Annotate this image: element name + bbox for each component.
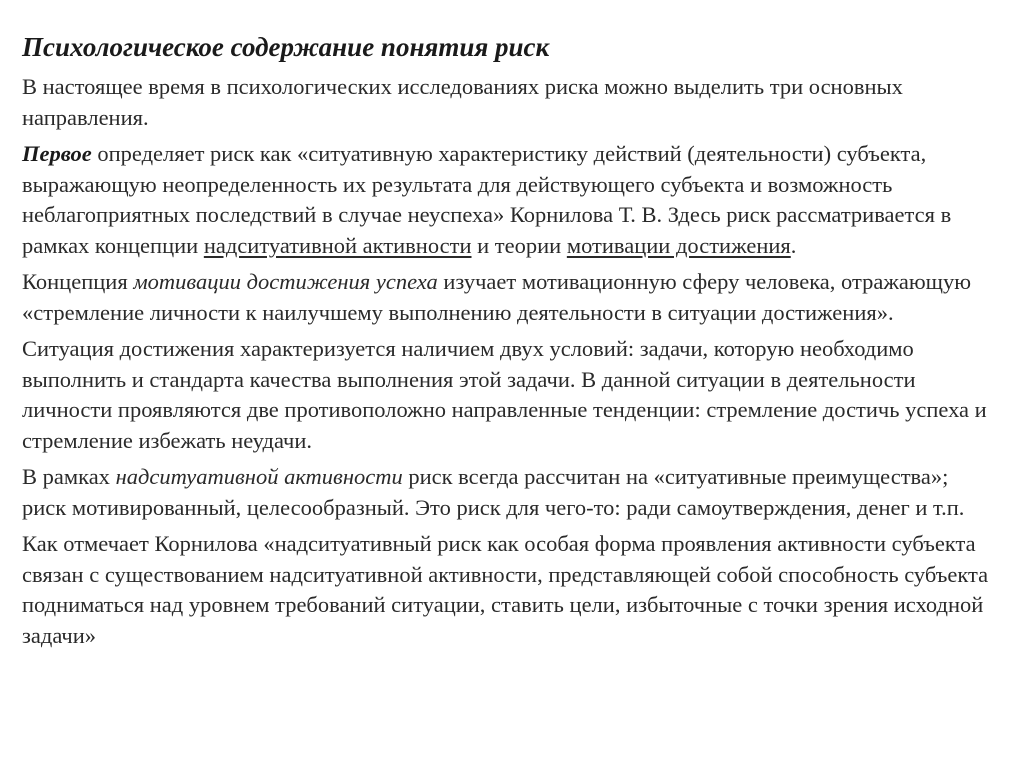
super-text-2: риск всегда рассчитан на «ситуативные преимущества»; риск мотивированный, целесообразный. Это риск для чего-то: ради самоутверждения, денег и т.п.: [22, 464, 965, 520]
paragraph-supersituational: [22, 462, 992, 523]
paragraph-concept: [22, 267, 992, 328]
concept-text-1: Концепция: [22, 269, 134, 294]
link-achievement-motivation[interactable]: мотивации достижения: [566, 232, 791, 258]
first-lead-word: Первое: [22, 141, 92, 166]
paragraph-kornilova-quote: Как отмечает Корнилова «надситуативный риск как особая форма проявления активности субъекта связан с существованием надситуативной активности, представляющей собой способность субъекта подниматься над уровнем требований ситуации, ставить цели, избыточные с точки зрения исходной задачи»: [22, 531, 989, 648]
slide-content: [22, 30, 992, 657]
slide-title: Психологическое содержание понятия риск: [22, 32, 550, 62]
concept-text-2: изучает мотивационную сферу человека, отражающую «стремление личности к наилучшему выполнению деятельности в ситуации достижения».: [22, 269, 972, 325]
super-emphasis: надситуативной активности: [115, 464, 403, 489]
first-text-1: определяет риск как «ситуативную характеристику действий (деятельности) субъекта, выражающую неопределенность их результата для действующего субъекта и возможность неблагоприятных последствий в случае неуспеха» Корнилова Т. В. Здесь риск рассматривается в рамках концепции: [22, 141, 952, 258]
paragraph-achievement-situation: Ситуация достижения характеризуется наличием двух условий: задачи, которую необходимо выполнить и стандарта качества выполнения этой задачи. В данной ситуации в деятельности личности проявляются две противоположно направленные тенденции: стремление достичь успеха и стремление избежать неудачи.: [22, 336, 987, 453]
first-text-2: и теории: [471, 232, 567, 258]
super-text-1: В рамках: [22, 464, 116, 489]
concept-emphasis: мотивации достижения успеха: [133, 269, 438, 294]
paragraph-first-direction: [22, 139, 992, 261]
first-text-3: .: [790, 232, 797, 258]
link-supersituational-activity[interactable]: надситуативной активности: [203, 232, 472, 258]
paragraph-intro: В настоящее время в психологических исследованиях риска можно выделить три основных направления.: [22, 74, 903, 130]
